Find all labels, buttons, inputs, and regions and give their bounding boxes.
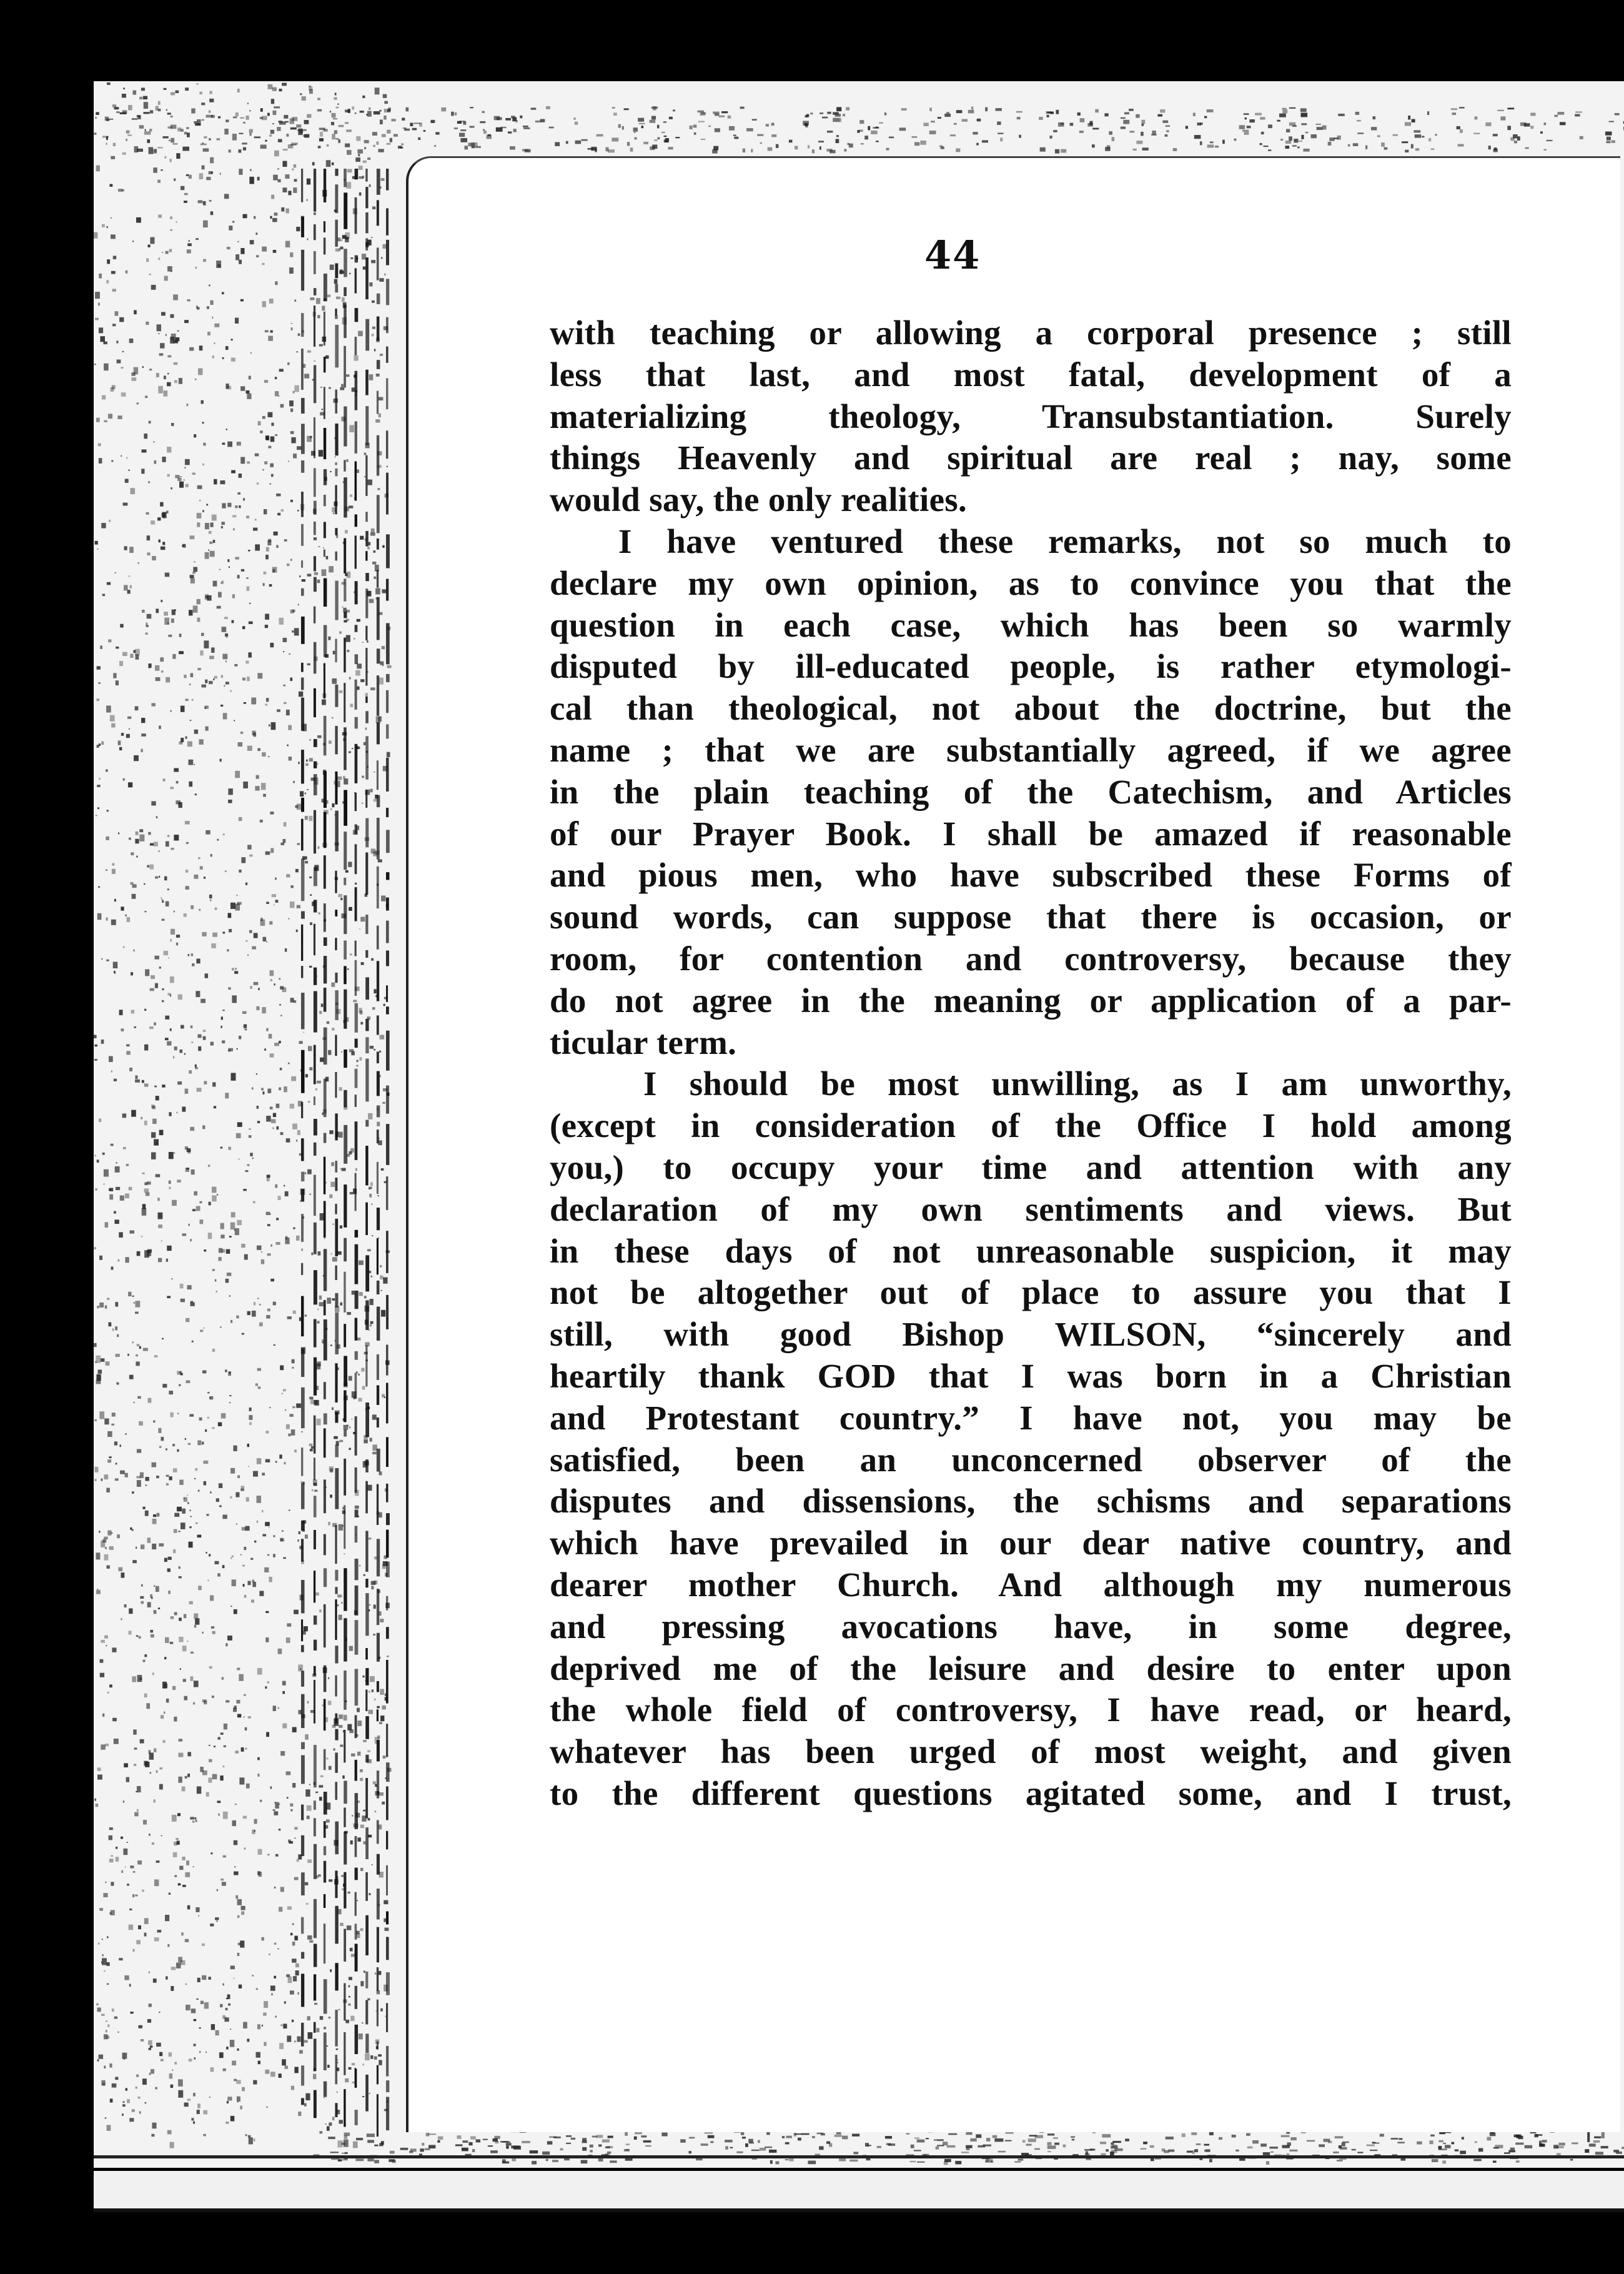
text-line: name ; that we are substantially agreed, if we agree — [550, 730, 1512, 769]
text-line: to the different questions agitated some, and I trust, — [550, 1774, 1512, 1812]
text-line: not be altogether out of place to assure you that I — [550, 1273, 1512, 1312]
text-line: materializing theology, Transubstantiation. Surely — [550, 397, 1512, 435]
text-line: with teaching or allowing a corporal presence ; still — [550, 314, 1512, 352]
bottom-rule — [94, 2155, 1624, 2171]
text-line: and pressing avocations have, in some degree, — [550, 1607, 1512, 1646]
text-line: dearer mother Church. And although my numerous — [550, 1565, 1512, 1604]
text-line: which have prevailed in our dear native country, and — [550, 1524, 1512, 1562]
text-line: disputes and dissensions, the schisms and separations — [550, 1482, 1512, 1521]
text-line: cal than theological, not about the doctrine, but the — [550, 689, 1512, 728]
text-line: of our Prayer Book. I shall be amazed if reasonable — [550, 814, 1512, 853]
text-line: less that last, and most fatal, development of a — [550, 355, 1512, 394]
text-line: and pious men, who have subscribed these Forms of — [550, 856, 1512, 895]
text-line: do not agree in the meaning or application of a par- — [550, 981, 1512, 1020]
page-text — [550, 312, 1512, 1815]
text-line: declare my own opinion, as to convince you that the — [550, 564, 1512, 602]
text-line: heartily thank GOD that I was born in a Christian — [550, 1356, 1512, 1395]
text-line: you,) to occupy your time and attention with any — [550, 1148, 1512, 1186]
text-line: declaration of my own sentiments and views. But — [550, 1189, 1512, 1228]
text-line: the whole field of controversy, I have read, or heard, — [550, 1691, 1512, 1729]
text-line: still, with good Bishop WILSON, “sincerely and — [550, 1315, 1512, 1354]
text-line: I have ventured these remarks, not so much to — [618, 522, 1512, 560]
text-line: in these days of not unreasonable suspicion, it may — [550, 1231, 1512, 1270]
text-line: ticular term. — [550, 1023, 737, 1061]
text-line: would say, the only realities. — [550, 480, 968, 519]
text-line: things Heavenly and spiritual are real ; nay, some — [550, 439, 1512, 477]
text-line: satisfied, been an unconcerned observer of the — [550, 1440, 1512, 1479]
bottom-band — [94, 2171, 1624, 2212]
text-line: disputed by ill-educated people, is rather etymologi- — [550, 647, 1512, 686]
page-number: 44 — [924, 232, 981, 278]
text-line: and Protestant country.” I have not, you may be — [550, 1398, 1512, 1437]
text-line: whatever has been urged of most weight, and given — [550, 1732, 1512, 1771]
text-line: room, for contention and controversy, because they — [550, 939, 1512, 978]
text-line: in the plain teaching of the Catechism, and Articles — [550, 772, 1512, 811]
text-line: deprived me of the leisure and desire to enter upon — [550, 1649, 1512, 1687]
text-line: (except in consideration of the Office I hold among — [550, 1106, 1512, 1145]
text-line: sound words, can suppose that there is occasion, or — [550, 898, 1512, 936]
text-line: question in each case, which has been so warmly — [550, 605, 1512, 644]
text-line: I should be most unwilling, as I am unworthy, — [643, 1065, 1512, 1103]
